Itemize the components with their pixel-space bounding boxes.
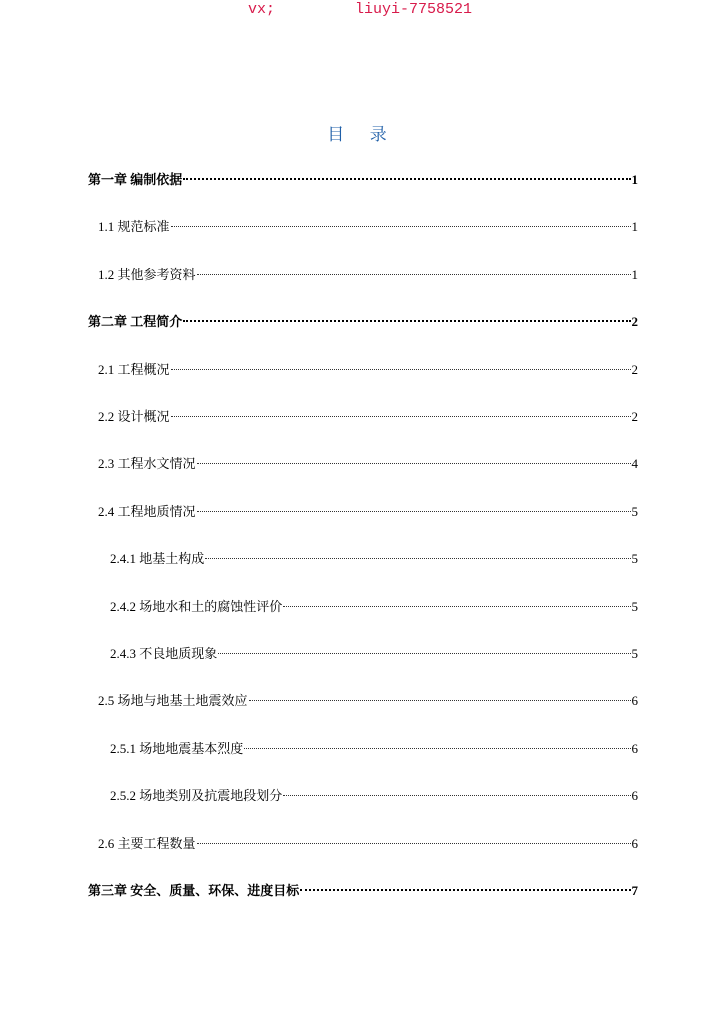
toc-entry[interactable] (110, 597, 638, 617)
toc-entry-label: 2.4.2 场地水和土的腐蚀性评价 (110, 598, 283, 614)
toc-entry-label: 1.1 规范标准 (98, 219, 170, 235)
toc-dot-leader (283, 795, 630, 796)
header-contact-id: liuyi-7758521 (355, 1, 473, 18)
toc-dot-leader (171, 369, 631, 370)
toc-entry-page: 7 (631, 883, 638, 898)
toc-dot-leader (171, 226, 631, 227)
toc-entry-label: 第一章 编制依据 (88, 172, 183, 187)
toc-entry-label: 2.4.3 不良地质现象 (110, 646, 218, 661)
toc-dot-leader (197, 511, 631, 512)
toc-entry[interactable] (88, 881, 638, 901)
toc-entry[interactable] (98, 834, 638, 854)
toc-entry[interactable] (110, 739, 638, 759)
toc-dot-leader (197, 463, 631, 464)
toc-entry-label: 2.5 场地与地基土地震效应 (98, 693, 248, 709)
toc-dot-leader (244, 748, 630, 749)
toc-dot-leader (218, 653, 630, 654)
toc-entry-page: 5 (631, 551, 638, 567)
toc-entry-page: 6 (631, 693, 638, 709)
toc-entry[interactable] (98, 265, 638, 285)
toc-entry[interactable] (98, 691, 638, 711)
toc-dot-leader (283, 606, 630, 607)
toc-title: 目 录 (327, 125, 397, 145)
toc-entry[interactable] (98, 360, 638, 380)
toc-entry-page: 1 (631, 266, 638, 282)
toc-dot-leader (300, 889, 630, 891)
toc-dot-leader (171, 416, 631, 417)
toc-entry-label: 第三章 安全、质量、环保、进度目标 (88, 883, 300, 898)
toc-entry-page: 1 (631, 172, 638, 187)
toc-entry-label: 2.5.2 场地类别及抗震地段划分 (110, 788, 283, 804)
toc-entry-page: 6 (631, 788, 638, 804)
toc-entry-page: 2 (631, 314, 638, 330)
page-header (0, 0, 724, 24)
toc-entry-label: 2.3 工程水文情况 (98, 456, 196, 472)
toc-entry-label: 1.2 其他参考资料 (98, 266, 196, 282)
header-contact-prefix: vx; (248, 1, 276, 18)
toc-entry-page: 6 (631, 740, 638, 756)
toc-entry-page: 2 (631, 409, 638, 424)
toc-entry[interactable] (88, 170, 638, 190)
toc-entry-label: 2.4.1 地基土构成 (110, 551, 205, 567)
toc-entry-page: 6 (631, 835, 638, 851)
toc-entry[interactable] (98, 217, 638, 237)
toc-entry[interactable] (88, 312, 638, 332)
toc-dot-leader (197, 843, 631, 844)
toc-entry-page: 5 (631, 598, 638, 614)
toc-entry[interactable] (98, 454, 638, 474)
toc-entry[interactable] (110, 786, 638, 806)
toc-dot-leader (205, 558, 630, 559)
toc-entry-label: 2.6 主要工程数量 (98, 835, 196, 851)
toc-dot-leader (197, 274, 631, 275)
toc-dot-leader (183, 320, 630, 322)
toc-entry-label: 第二章 工程简介 (88, 314, 183, 330)
toc-entry-page: 1 (631, 219, 638, 235)
toc-entry[interactable] (110, 644, 638, 664)
toc-dot-leader (183, 178, 630, 180)
toc-entry-page: 5 (631, 646, 638, 661)
toc-entry[interactable] (98, 502, 638, 522)
toc-entry-page: 2 (631, 361, 638, 377)
toc-entry-label: 2.4 工程地质情况 (98, 503, 196, 519)
toc-entry-label: 2.5.1 场地地震基本烈度 (110, 740, 244, 756)
toc-dot-leader (249, 700, 631, 701)
toc-entry-label: 2.2 设计概况 (98, 409, 170, 424)
toc-entry[interactable] (98, 407, 638, 427)
toc-entry-label: 2.1 工程概况 (98, 361, 170, 377)
toc-entry-page: 5 (631, 503, 638, 519)
toc-entry-page: 4 (631, 456, 638, 472)
toc-entry[interactable] (110, 549, 638, 569)
